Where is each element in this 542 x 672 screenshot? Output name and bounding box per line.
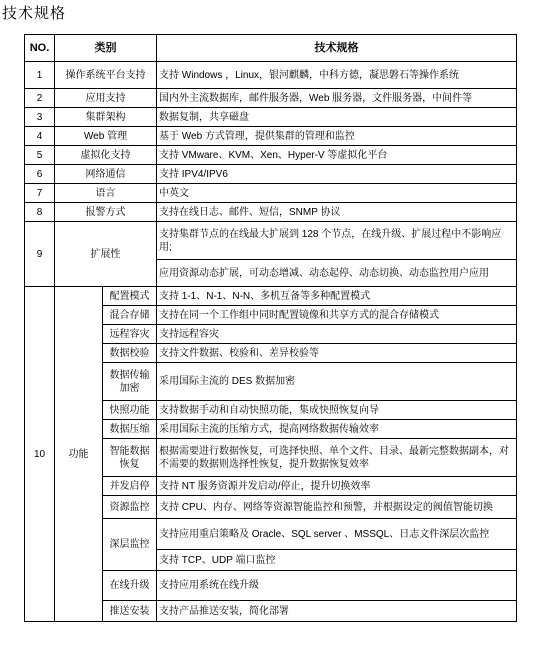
- row-category: 扩展性: [55, 222, 157, 287]
- table-row: [25, 222, 517, 260]
- row-spec: 数据复制，共享磁盘: [157, 108, 517, 127]
- spec-table: [24, 34, 517, 622]
- feature-name: 推送安装: [103, 601, 157, 622]
- row-no: 8: [25, 203, 55, 222]
- feature-name: 资源监控: [103, 496, 157, 519]
- feature-spec: 采用国际主流的 DES 数据加密: [157, 363, 517, 401]
- row-spec: 支持 VMware、KVM、Xen、Hyper-V 等虚拟化平台: [157, 146, 517, 165]
- row-spec: 基于 Web 方式管理，提供集群的管理和监控: [157, 127, 517, 146]
- feature-name: 智能数据恢复: [103, 439, 157, 477]
- header-no: NO.: [25, 35, 55, 62]
- feature-spec: 支持应用系统在线升级: [157, 571, 517, 601]
- row-spec: 支持 IPV4/IPV6: [157, 165, 517, 184]
- row-category: 报警方式: [55, 203, 157, 222]
- table-row: [25, 127, 517, 146]
- row-no: 1: [25, 62, 55, 89]
- feature-name: 配置模式: [103, 287, 157, 306]
- feature-spec: 支持 CPU、内存、网络等资源智能监控和预警，并根据设定的阀值智能切换: [157, 496, 517, 519]
- table-row: [25, 62, 517, 89]
- feature-name: 并发启停: [103, 477, 157, 496]
- feature-name: 数据校验: [103, 344, 157, 363]
- table-row: [25, 108, 517, 127]
- feature-spec: 支持文件数据、校验和、差异校验等: [157, 344, 517, 363]
- row-no: 5: [25, 146, 55, 165]
- table-row: [25, 184, 517, 203]
- feature-name: 数据压缩: [103, 420, 157, 439]
- feature-spec: 支持 1-1、N-1、N-N、多机互备等多种配置模式: [157, 287, 517, 306]
- header-spec: 技术规格: [157, 35, 517, 62]
- row-category: 集群架构: [55, 108, 157, 127]
- feature-name: 混合存储: [103, 306, 157, 325]
- row-category: 网络通信: [55, 165, 157, 184]
- feature-spec: 支持 TCP、UDP 端口监控: [157, 550, 517, 571]
- row-spec: 支持 Windows ，Linux，银河麒麟，中科方德，凝思磐石等操作系统: [157, 62, 517, 89]
- row-no: 3: [25, 108, 55, 127]
- feature-spec: 采用国际主流的压缩方式，提高网络数据传输效率: [157, 420, 517, 439]
- row-no: 2: [25, 89, 55, 108]
- feature-name: 远程容灾: [103, 325, 157, 344]
- feature-spec: 支持在同一个工作组中同时配置镜像和共享方式的混合存储模式: [157, 306, 517, 325]
- feature-spec: 支持应用重启策略及 Oracle、SQL server 、MSSQL、日志文件深层次监控: [157, 519, 517, 550]
- feature-spec: 支持远程容灾: [157, 325, 517, 344]
- row-no: 10: [25, 287, 55, 622]
- row-no: 7: [25, 184, 55, 203]
- row-category: 语言: [55, 184, 157, 203]
- row-category: 虚拟化支持: [55, 146, 157, 165]
- row-category: 功能: [55, 287, 103, 622]
- feature-name: 快照功能: [103, 401, 157, 420]
- feature-spec: 支持 NT 服务资源并发启动/停止，提升切换效率: [157, 477, 517, 496]
- row-category: Web 管理: [55, 127, 157, 146]
- table-row: [25, 165, 517, 184]
- feature-name: 在线升级: [103, 571, 157, 601]
- page-title: 技术规格: [2, 5, 67, 22]
- row-spec: 应用资源动态扩展，可动态增减、动态起停、动态切换、动态监控用户应用: [157, 260, 517, 287]
- table-row: [25, 146, 517, 165]
- header-category: 类别: [55, 35, 157, 62]
- row-category: 操作系统平台支持: [55, 62, 157, 89]
- row-spec: 支持集群节点的在线最大扩展到 128 个节点，在线升级、扩展过程中不影响应用;: [157, 222, 517, 260]
- feature-name: 数据传输加密: [103, 363, 157, 401]
- feature-spec: 支持数据手动和自动快照功能，集成快照恢复向导: [157, 401, 517, 420]
- row-no: 9: [25, 222, 55, 287]
- feature-spec: 支持产品推送安装，简化部署: [157, 601, 517, 622]
- row-no: 4: [25, 127, 55, 146]
- table-row: [25, 287, 517, 306]
- feature-name: 深层监控: [103, 519, 157, 571]
- row-spec: 中英文: [157, 184, 517, 203]
- table-row: [25, 89, 517, 108]
- row-no: 6: [25, 165, 55, 184]
- row-spec: 支持在线日志、邮件、短信，SNMP 协议: [157, 203, 517, 222]
- feature-spec: 根据需要进行数据恢复，可选择快照、单个文件、目录、最新完整数据副本，对不需要的数据则选择性恢复，提升数据恢复效率: [157, 439, 517, 477]
- row-category: 应用支持: [55, 89, 157, 108]
- row-spec: 国内外主流数据库，邮件服务器，Web 服务器，文件服务器，中间件等: [157, 89, 517, 108]
- table-row: [25, 203, 517, 222]
